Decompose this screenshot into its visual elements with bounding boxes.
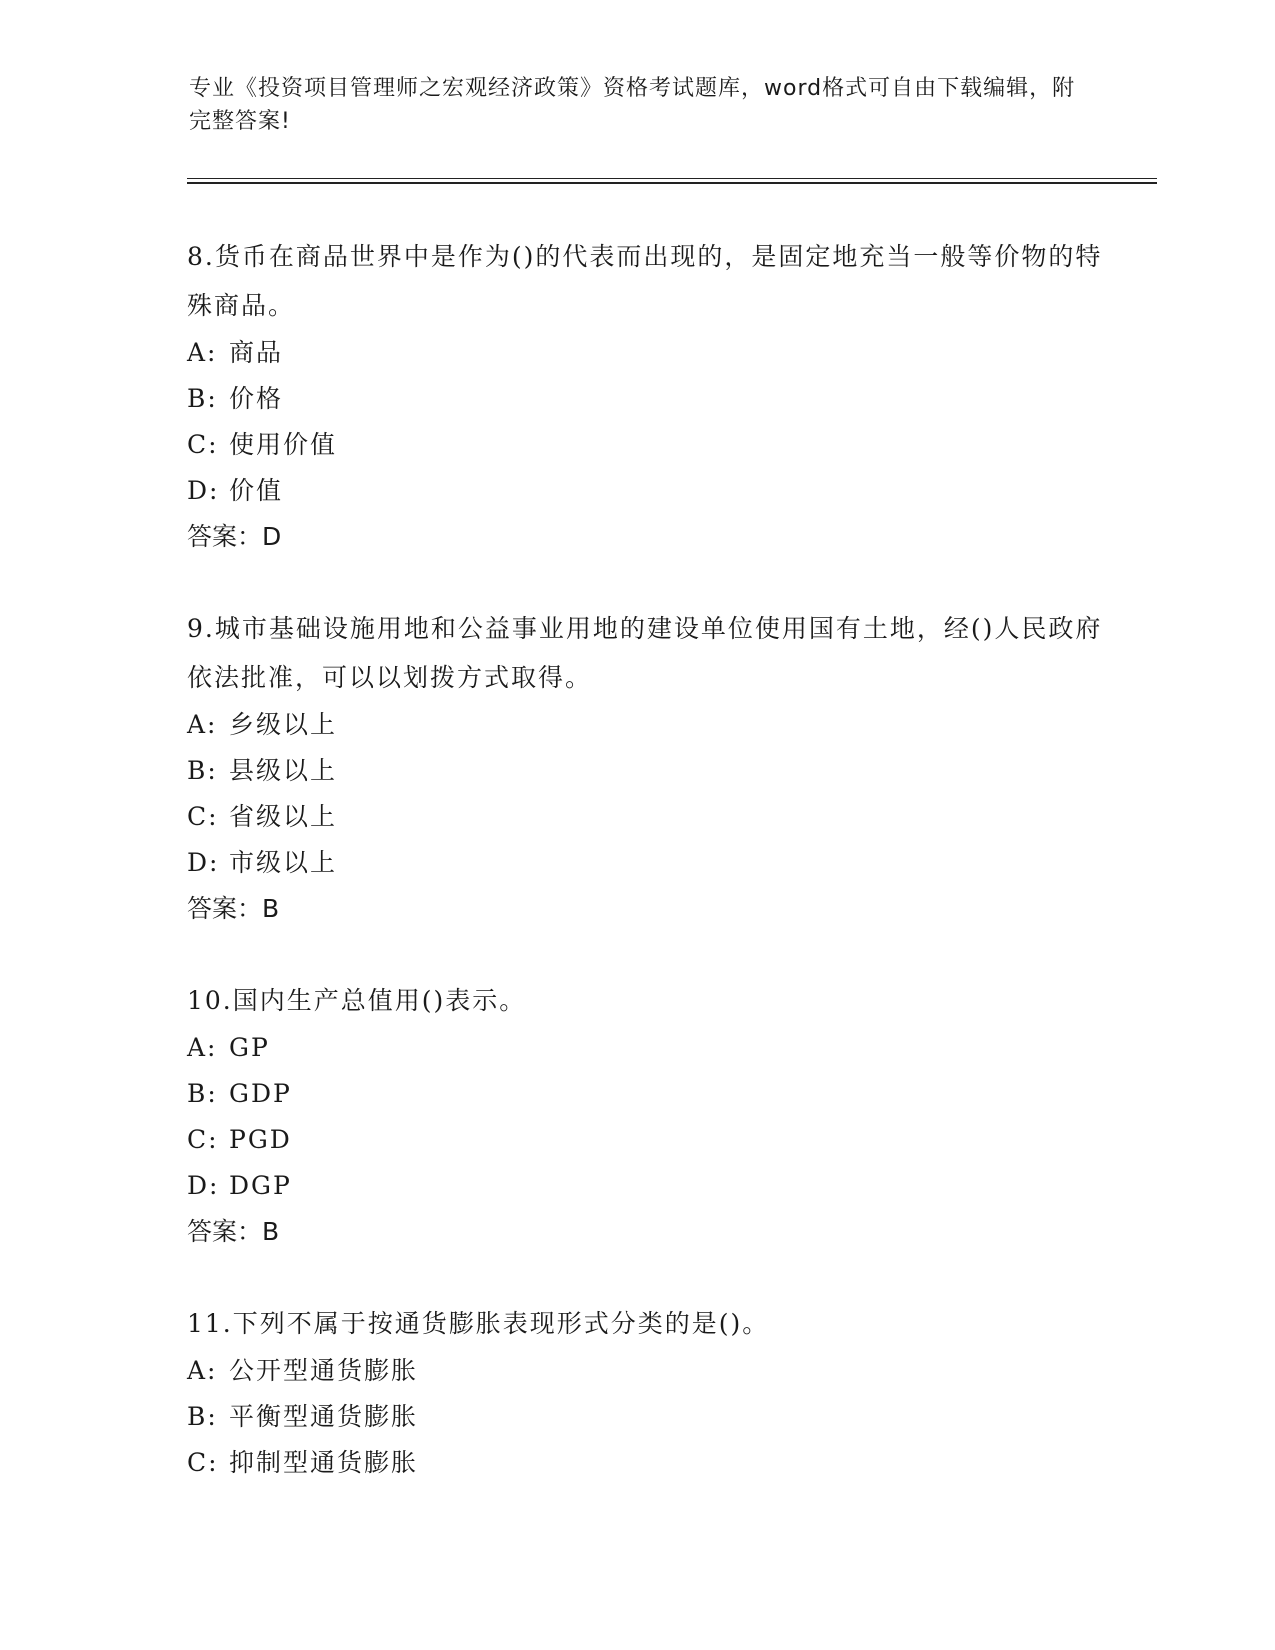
question-8	[187, 232, 1107, 560]
option-text: GDP	[229, 1079, 292, 1108]
option-b	[187, 748, 1107, 794]
option-letter: B:	[187, 384, 218, 413]
option-letter: A:	[187, 1356, 218, 1385]
option-text: 市级以上	[229, 848, 338, 877]
option-text: 价值	[229, 476, 284, 505]
answer-line: 答案：B	[187, 894, 280, 923]
option-letter: B:	[187, 1402, 218, 1431]
header-divider-thin	[187, 178, 1157, 179]
option-letter: A:	[187, 710, 218, 739]
question-text: 11.下列不属于按通货膨胀表现形式分类的是()。	[187, 1309, 770, 1338]
option-letter: A:	[187, 1033, 218, 1062]
option-b	[187, 1394, 1107, 1440]
option-letter: D:	[187, 476, 220, 505]
option-c	[187, 422, 1107, 468]
answer-line: 答案：D	[187, 522, 282, 551]
option-a	[187, 330, 1107, 376]
option-text: 县级以上	[229, 756, 338, 785]
question-text: 10.国内生产总值用()表示。	[187, 986, 527, 1015]
answer-line: 答案：B	[187, 1217, 280, 1246]
option-text: PGD	[229, 1125, 292, 1154]
option-text: DGP	[229, 1171, 292, 1200]
option-a	[187, 702, 1107, 748]
document-header: 专业《投资项目管理师之宏观经济政策》资格考试题库，word格式可自由下载编辑，附完整答案!	[189, 76, 1076, 134]
option-letter: B:	[187, 756, 218, 785]
option-c	[187, 1440, 1107, 1486]
option-text: 公开型通货膨胀	[229, 1356, 419, 1385]
option-d	[187, 840, 1107, 886]
question-11	[187, 1299, 1107, 1486]
option-d	[187, 468, 1107, 514]
option-letter: B:	[187, 1079, 218, 1108]
option-letter: C:	[187, 1125, 219, 1154]
option-text: GP	[229, 1033, 270, 1062]
question-10	[187, 976, 1107, 1255]
option-text: 乡级以上	[229, 710, 338, 739]
option-text: 商品	[229, 338, 284, 367]
option-a	[187, 1348, 1107, 1394]
question-list	[187, 232, 1107, 1530]
question-text: 9.城市基础设施用地和公益事业用地的建设单位使用国有土地，经()人民政府依法批准，可以以划拨方式取得。	[187, 614, 1103, 692]
option-d	[187, 1163, 1107, 1209]
header-divider-thick	[187, 182, 1157, 184]
option-letter: A:	[187, 338, 218, 367]
option-c	[187, 1117, 1107, 1163]
option-letter: C:	[187, 802, 219, 831]
option-c	[187, 794, 1107, 840]
option-letter: C:	[187, 1448, 219, 1477]
option-text: 省级以上	[229, 802, 338, 831]
option-text: 价格	[229, 384, 284, 413]
option-text: 使用价值	[229, 430, 338, 459]
option-text: 抑制型通货膨胀	[229, 1448, 419, 1477]
question-9	[187, 604, 1107, 932]
option-b	[187, 1071, 1107, 1117]
question-text: 8.货币在商品世界中是作为()的代表而出现的，是固定地充当一般等价物的特殊商品。	[187, 242, 1103, 320]
option-letter: D:	[187, 1171, 220, 1200]
option-text: 平衡型通货膨胀	[229, 1402, 419, 1431]
option-a	[187, 1025, 1107, 1071]
option-letter: D:	[187, 848, 220, 877]
option-b	[187, 376, 1107, 422]
option-letter: C:	[187, 430, 219, 459]
